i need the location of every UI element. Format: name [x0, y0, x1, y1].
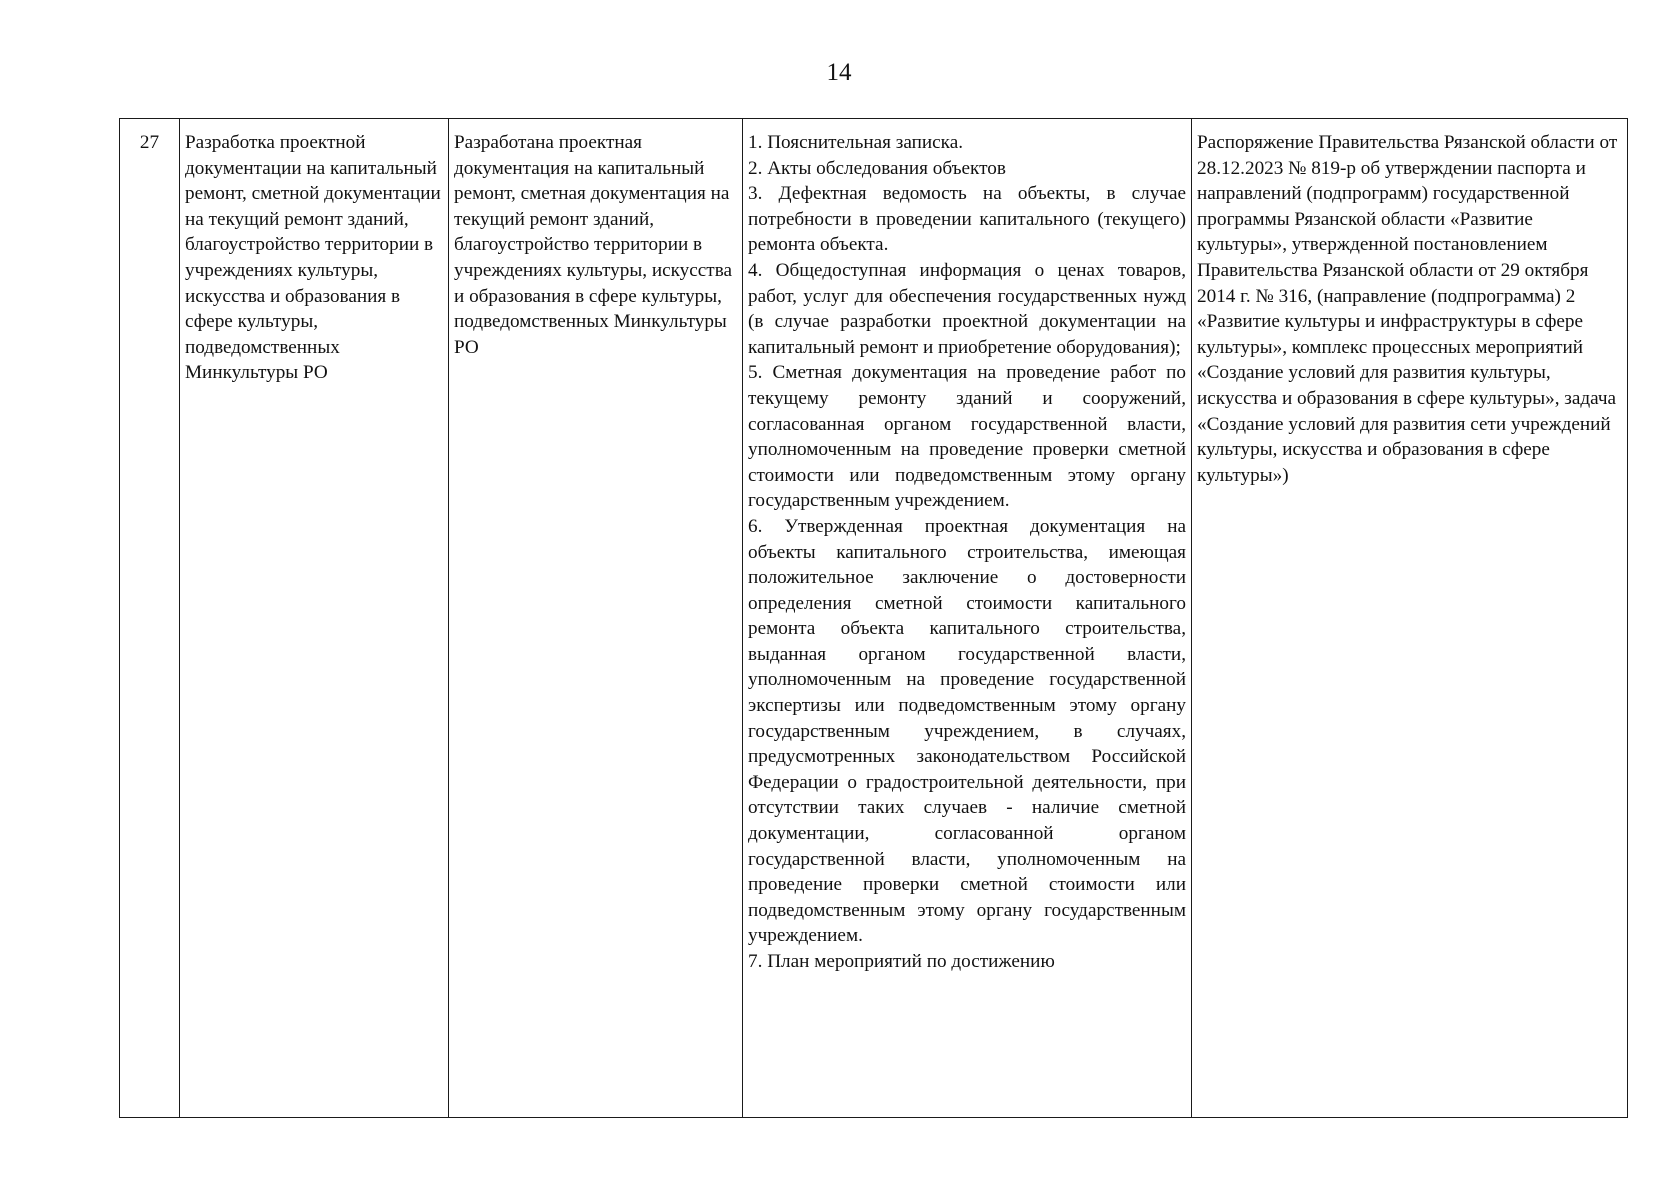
document-item: 1. Пояснительная записка. [748, 132, 964, 153]
basis-cell [1192, 119, 1628, 1118]
measures-table [119, 118, 1628, 1118]
row-number-cell [120, 119, 180, 1118]
document-item: 2. Акты обследования объектов [748, 157, 1006, 179]
document-item: 4. Общедоступная информация о ценах товаров, работ, услуг для обеспечения государственных нужд (в случае разработки проектной документации на капитальный ремонт и приобретение оборудования); [748, 259, 1186, 358]
activity-text: Разработка проектной документации на капитальный ремонт, сметной документации на текущий ремонт зданий, благоустройство территории в учреждениях культуры, искусства и образования в сфере культуры, подведомственных Минкультуры РО [185, 132, 441, 384]
document-item: 7. План мероприятий по достижению [748, 951, 1055, 972]
result-text: Разработана проектная документация на капитальный ремонт, сметная документация на текущий ремонт зданий, благоустройство территории в учреждениях культуры, искусства и образования в сфере культуры, подведомственных Минкультуры РО [454, 132, 733, 358]
document-item: 6. Утвержденная проектная документация на объекты капитального строительства, имеющая положительное заключение о достоверности определения сметной стоимости капитального ремонта объекта капитального строительства, выданная органом государственной власти, уполномоченным на проведение государственной экспертизы или подведомственным этому органу государственным учреждением, в случаях, предусмотренных законодательством Российской Федерации о градостроительной деятельности, при отсутствии таких случаев - наличие сметной документации, согласованной органом государственной власти, уполномоченным на проведение проверки сметной стоимости или подведомственным этому органу государственным учреждением. [748, 515, 1186, 947]
basis-text: Распоряжение Правительства Рязанской области от 28.12.2023 № 819-р об утверждении паспорта и направлений (подпрограмм) государственной программы Рязанской области «Развитие культуры», утвержденной постановлением Правительства Рязанской области от 29 октября 2014 г. № 316, (направление (подпрограмма) 2 «Развитие культуры и инфраструктуры в сфере культуры», комплекс процессных мероприятий «Создание условий для развития культуры, искусства и образования в сфере культуры», задача «Создание условий для развития сети учреждений культуры, искусства и образования в сфере культуры») [1197, 132, 1618, 486]
document-item: 3. Дефектная ведомость на объекты, в случае потребности в проведении капитального (текущего) ремонта объекта. [748, 183, 1186, 256]
result-cell [449, 119, 743, 1118]
document-item: 5. Сметная документация на проведение работ по текущему ремонту зданий и сооружений, согласованная органом государственной власти, уполномоченным на проведение проверки сметной стоимости или подведомственным этому органу государственным учреждением. [748, 362, 1186, 512]
page-number: 14 [826, 59, 852, 86]
documents-cell [743, 119, 1192, 1118]
activity-cell [180, 119, 449, 1118]
table-row [120, 119, 1628, 1118]
row-number: 27 [139, 132, 160, 153]
